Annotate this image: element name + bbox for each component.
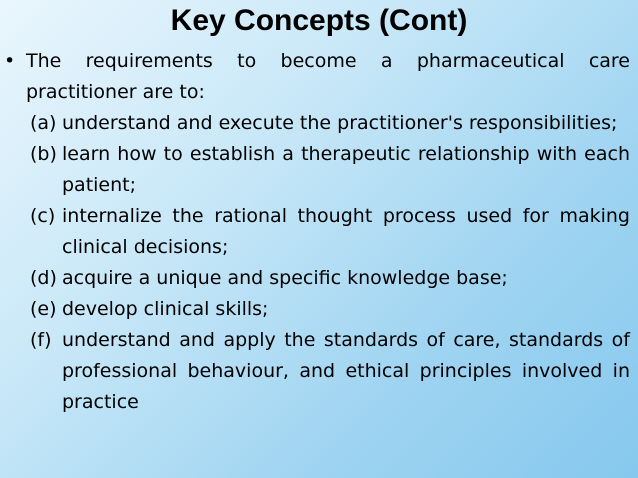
main-bullet-text: The requirements to become a pharmaceutical care practitioner are to: [26, 50, 630, 103]
slide-body [4, 46, 630, 418]
item-text: internalize the rational thought process used for making clinical decisions; [62, 205, 630, 258]
list-item [30, 201, 630, 263]
item-marker: (c) [30, 205, 56, 227]
list-item [30, 139, 630, 201]
slide-title: Key Concepts (Cont) [170, 4, 468, 37]
item-marker: (a) [30, 112, 57, 134]
item-marker: (e) [30, 298, 57, 320]
item-marker: (f) [30, 329, 52, 351]
item-marker: (d) [30, 267, 57, 289]
item-text: develop clinical skills; [62, 298, 269, 320]
requirements-list [30, 108, 630, 418]
list-item [30, 294, 630, 325]
item-text: learn how to establish a therapeutic relationship with each patient; [62, 143, 630, 196]
item-text: understand and execute the practitioner's responsibilities; [62, 112, 618, 134]
bullet-icon: • [4, 50, 16, 72]
item-text: acquire a unique and specific knowledge base; [62, 267, 508, 289]
list-item [30, 108, 630, 139]
list-item [30, 325, 630, 418]
main-bullet [4, 46, 630, 108]
list-item [30, 263, 630, 294]
item-text: understand and apply the standards of care, standards of professional behaviour, and ethical principles involved in practice [62, 329, 630, 413]
item-marker: (b) [30, 143, 57, 165]
